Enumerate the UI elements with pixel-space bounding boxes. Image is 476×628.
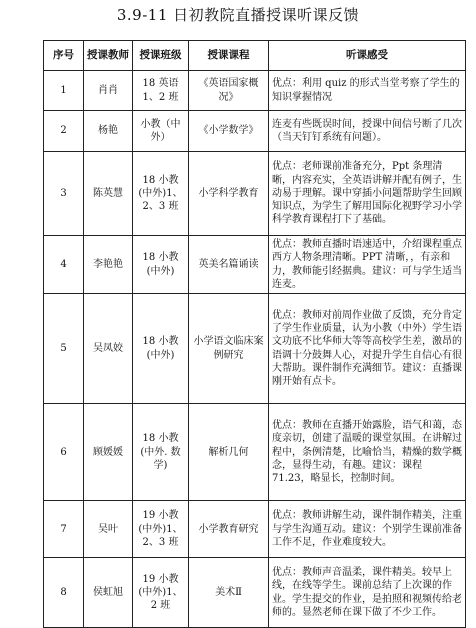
- table-row: [44, 501, 466, 558]
- table-row: [44, 404, 466, 501]
- table-row: [44, 294, 466, 404]
- table-row: [44, 152, 466, 236]
- row-class: 小教（中外）: [133, 111, 189, 152]
- row-course: 《小学数学》: [189, 111, 269, 152]
- header-course: 授课课程: [189, 41, 269, 71]
- row-course: 小学教育研究: [189, 501, 269, 558]
- row-class: 18 小教(中外): [133, 294, 189, 404]
- row-class: 19 小教(中外)1、2 班: [133, 558, 189, 628]
- row-feedback: 优点：教师讲解生动，课件制作精美，注重与学生沟通互动。建议：个别学生课前准备工作不足，作业难度较大。: [269, 501, 466, 558]
- row-no: 7: [44, 501, 84, 558]
- page-title: 3.9-11 日初教院直播授课听课反馈: [116, 6, 360, 24]
- row-no: 5: [44, 294, 84, 404]
- row-teacher: 陈英慧: [84, 152, 133, 236]
- row-teacher: 杨艳: [84, 111, 133, 152]
- row-class: 18 英语 1、2 班: [133, 71, 189, 111]
- row-teacher: 李艳艳: [84, 236, 133, 294]
- row-feedback: 连麦有些既误时间，授课中间信号断了几次（当天钉钉系统有问题）。: [269, 111, 466, 152]
- row-course: 英美名篇诵读: [189, 236, 269, 294]
- row-course: 美术Ⅱ: [189, 558, 269, 628]
- row-no: 2: [44, 111, 84, 152]
- row-teacher: 吴叶: [84, 501, 133, 558]
- feedback-table: [43, 40, 466, 628]
- row-course: 《英语国家概况》: [189, 71, 269, 111]
- table-header: [44, 41, 466, 71]
- header-no: 序号: [44, 41, 84, 71]
- table-row: [44, 111, 466, 152]
- row-feedback: 优点：教师声音温柔，课件精美。较早上线，在线等学生。课前总结了上次课的作业。学生提交的作业，是拍照和视频传给老师的。显然老师在课下做了不少工作。: [269, 558, 466, 628]
- row-no: 1: [44, 71, 84, 111]
- row-class: 18 小教(中外): [133, 236, 189, 294]
- header-feedback: 听课感受: [269, 41, 466, 71]
- row-teacher: 侯虹旭: [84, 558, 133, 628]
- row-teacher: 肖肖: [84, 71, 133, 111]
- row-no: 3: [44, 152, 84, 236]
- header-teacher: 授课教师: [84, 41, 133, 71]
- row-feedback: 优点：教师直播时语速适中，介绍课程重点西方人物条理清晰。PPT 清晰，，有亲和力，教师能引经据典。建议：可与学生适当连麦。: [269, 236, 466, 294]
- row-no: 8: [44, 558, 84, 628]
- table-row: [44, 71, 466, 111]
- header-class: 授课班级: [133, 41, 189, 71]
- row-class: 18 小教(中外. 数学): [133, 404, 189, 501]
- table-row: [44, 236, 466, 294]
- table-row: [44, 558, 466, 628]
- row-class: 19 小教(中外)1、2、3 班: [133, 501, 189, 558]
- row-teacher: 吴凤姣: [84, 294, 133, 404]
- row-teacher: 顾媛媛: [84, 404, 133, 501]
- row-no: 4: [44, 236, 84, 294]
- row-course: 解析几何: [189, 404, 269, 501]
- row-feedback: 优点：教师在直播开始露脸，语气和蔼，态度亲切，创建了温暖的课堂氛围。在讲解过程中，条例清楚，比喻恰当，精燥的数学概念，显得生动，有趣。建议：课程 71.23，略显长，控制时间。: [269, 404, 466, 501]
- row-class: 18 小教(中外)1、2、3 班: [133, 152, 189, 236]
- row-feedback: 优点：老师课前准备充分，Ppt 条理清晰，内容充实，全英语讲解并配有例子，生动易于理解。课中穿插小问题帮助学生回顾知识点，为学生了解用国际化视野学习小学科学教育课程打下了基础。: [269, 152, 466, 236]
- row-no: 6: [44, 404, 84, 501]
- row-course: 小学科学教育: [189, 152, 269, 236]
- row-course: 小学语文临床案例研究: [189, 294, 269, 404]
- row-feedback: 优点：利用 quiz 的形式当堂考察了学生的知识掌握情况: [269, 71, 466, 111]
- row-feedback: 优点：教师对前周作业做了反馈，充分肯定了学生作业质量，认为小教（中外）学生语文功底不比华师大等等高校学生差，激昂的语调十分鼓舞人心，对提升学生自信心有很大帮助。课件制作充满细节。建议：直播课刚开始有点卡。: [269, 294, 466, 404]
- table-body: [44, 71, 466, 628]
